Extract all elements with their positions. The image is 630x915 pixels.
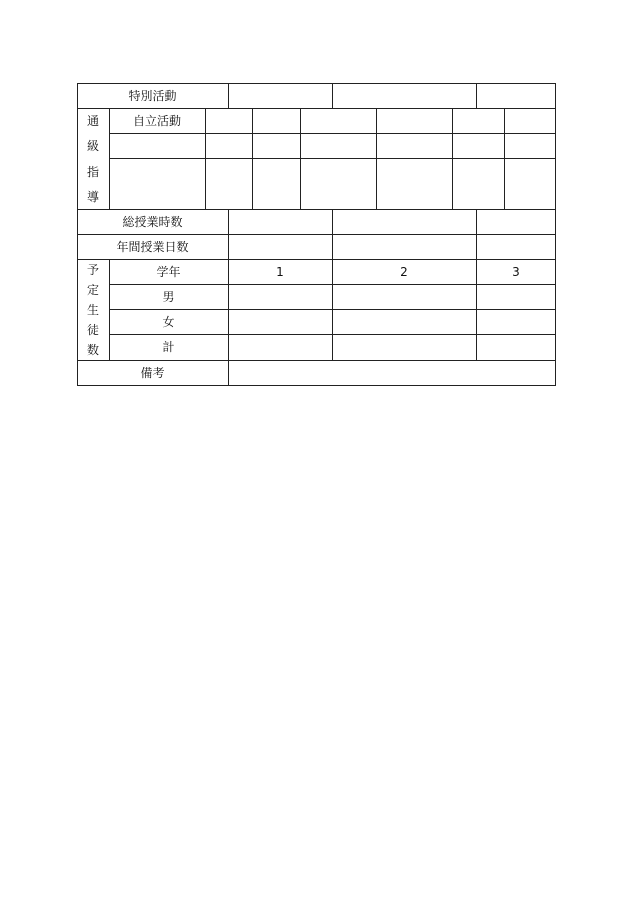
planned-char-1: 予 bbox=[86, 262, 99, 277]
planned-char-4: 徒 bbox=[86, 323, 99, 338]
vline bbox=[476, 209, 477, 360]
vline bbox=[109, 108, 110, 209]
annual-class-days-label: 年間授業日数 bbox=[116, 239, 189, 254]
grade-2: 2 bbox=[400, 264, 408, 279]
female-label: 女 bbox=[162, 314, 175, 329]
total-label: 計 bbox=[162, 340, 175, 354]
vline bbox=[476, 83, 477, 108]
vline bbox=[252, 108, 253, 209]
grade-3: 3 bbox=[512, 264, 520, 279]
jiritsu-katsudo-label: 自立活動 bbox=[132, 113, 181, 128]
vline bbox=[504, 108, 505, 209]
planned-students-label bbox=[77, 259, 109, 360]
tsukyu-char-1: 通 bbox=[86, 114, 99, 129]
vline bbox=[228, 209, 229, 386]
vline bbox=[228, 83, 229, 108]
vline bbox=[332, 209, 333, 360]
vline bbox=[332, 83, 333, 108]
vline bbox=[77, 83, 78, 386]
hline bbox=[77, 360, 556, 361]
vline bbox=[452, 108, 453, 209]
hline bbox=[77, 234, 556, 235]
vline bbox=[376, 108, 377, 209]
hline bbox=[109, 158, 556, 159]
hline bbox=[77, 83, 556, 84]
planned-char-5: 数 bbox=[86, 343, 99, 358]
planned-char-3: 生 bbox=[86, 302, 99, 317]
vline bbox=[300, 108, 301, 209]
hline bbox=[77, 385, 556, 386]
tsukyu-char-4: 導 bbox=[86, 189, 99, 204]
tsukyu-shido-label bbox=[77, 108, 109, 209]
vline bbox=[205, 108, 206, 209]
hline bbox=[77, 259, 556, 260]
hline bbox=[77, 108, 556, 109]
tsukyu-char-2: 級 bbox=[86, 139, 99, 154]
planned-char-2: 定 bbox=[86, 282, 99, 297]
special-activities-label: 特別活動 bbox=[128, 88, 177, 103]
vline bbox=[109, 259, 110, 360]
male-label: 男 bbox=[162, 289, 175, 304]
grade-label: 学年 bbox=[156, 264, 181, 279]
hline bbox=[77, 209, 556, 210]
remarks-label: 備考 bbox=[140, 365, 165, 380]
total-class-hours-label: 総授業時数 bbox=[122, 214, 183, 229]
grade-1: 1 bbox=[276, 264, 284, 279]
hline bbox=[109, 133, 556, 134]
vline bbox=[555, 83, 556, 386]
tsukyu-char-3: 指 bbox=[86, 164, 99, 179]
